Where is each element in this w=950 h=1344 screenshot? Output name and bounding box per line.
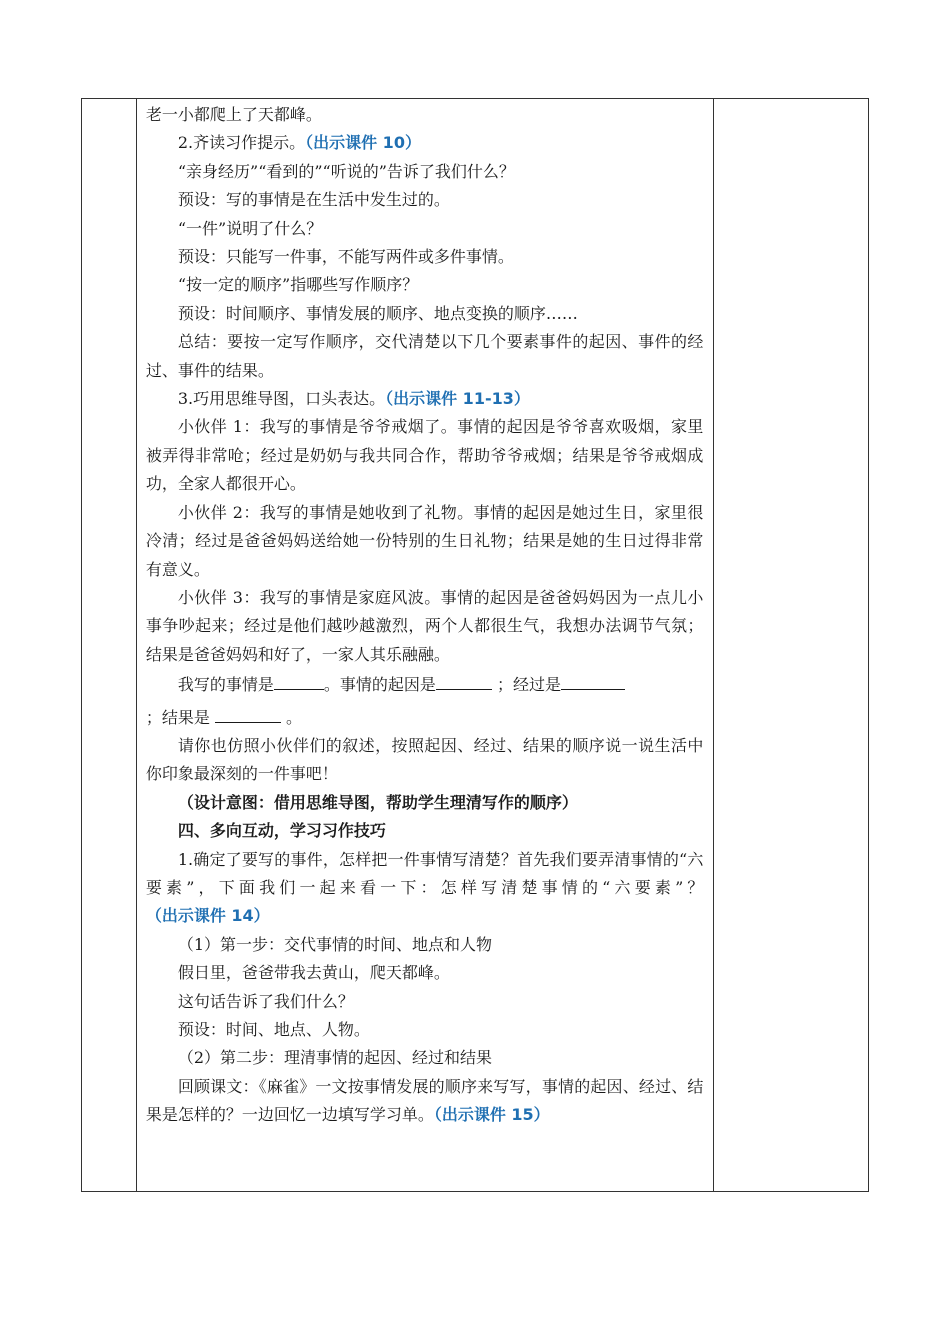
paragraph-text: 老一小都爬上了天都峰。 (145, 105, 322, 124)
main-content-cell (136, 99, 714, 1192)
fill-in-sentence (146, 671, 704, 699)
paragraph-text: 3.巧用思维导图，口头表达。 (177, 389, 386, 409)
paragraph-text: “按一定的顺序”指哪些写作顺序？ (177, 275, 419, 295)
paragraph (146, 584, 704, 669)
paragraph-text: 这句话告诉了我们什么？ (177, 991, 354, 1011)
paragraph (146, 1044, 704, 1072)
fill-label-c: ；经过是 (496, 675, 561, 695)
paragraph-text: 请你也仿照小伙伴们的叙述，按照起因、经过、结果的顺序说一说生活中你印象最深刻的一件事吧！ (145, 735, 704, 784)
courseware-ref: （出示课件 15） (433, 1105, 550, 1125)
paragraph (146, 158, 704, 186)
blank-3[interactable] (561, 673, 625, 690)
paragraph (146, 328, 704, 385)
right-column-cell (714, 99, 869, 1192)
paragraph-text: “亲身经历”“看到的”“听说的”告诉了我们什么？ (177, 161, 515, 181)
paragraph-text: 1.确定了要写的事件，怎样把一件事情写清楚？首先我们要弄清事情的“六要素”，下面我们一起来看一下：怎样写清楚事情的“六要素”？ (145, 849, 704, 897)
paragraph-text: 小伙伴 2：我写的事情是她收到了礼物。事情的起因是她过生日，家里很冷清；经过是爸爸妈妈送给她一份特别的生日礼物；结果是她的生日过得非常有意义。 (145, 502, 704, 579)
paragraph (146, 732, 704, 789)
paragraph-text: 假日里，爸爸带我去黄山，爬天都峰。 (177, 963, 450, 983)
paragraph-group-1 (146, 101, 704, 669)
courseware-ref: （出示课件 14） (145, 906, 270, 926)
paragraph (146, 846, 704, 931)
paragraph (146, 271, 704, 299)
paragraph-text: 总结：要按一定写作顺序，交代清楚以下几个要素事件的起因、事件的经过、事件的结果。 (145, 332, 704, 380)
fill-label-b: 。事情的起因是 (323, 675, 436, 695)
lesson-content (137, 99, 714, 1130)
paragraph (146, 1016, 704, 1044)
blank-4[interactable] (215, 706, 281, 723)
paragraph (146, 959, 704, 987)
courseware-ref: （出示课件 10） (305, 133, 421, 153)
paragraph (146, 413, 704, 498)
lesson-plan-table (81, 98, 869, 1192)
fill-label-d: ；结果是 (145, 707, 210, 727)
paragraph-text: 预设：只能写一件事，不能写两件或多件事情。 (177, 247, 514, 267)
paragraph (146, 789, 704, 817)
paragraph (146, 931, 704, 959)
paragraph (146, 499, 704, 584)
paragraph-text: 2.齐读习作提示。 (177, 133, 306, 153)
paragraph-text: （1）第一步：交代事情的时间、地点和人物 (177, 934, 493, 954)
design-intent-label: （设计意图： (177, 792, 274, 812)
fill-in-sentence-cont (146, 704, 704, 732)
fill-label-e: 。 (286, 707, 303, 727)
paragraph-text: 回顾课文：《麻雀》一文按事情发展的顺序来写写，事情的起因、经过、结果是怎样的？一边回忆一边填写学习单。 (145, 1076, 704, 1125)
paragraph-text: “一件”说明了什么？ (177, 218, 323, 238)
paragraph (146, 243, 704, 271)
paragraph-text: （2）第二步：理清事情的起因、经过和结果 (177, 1048, 493, 1068)
paragraph-text: 四、多向互动，学习习作技巧 (177, 821, 386, 841)
paragraph-text: 小伙伴 3：我写的事情是家庭风波。事情的起因是爸爸妈妈因为一点儿小事争吵起来；经过是他们越吵越激烈，两个人都很生气，我想办法调节气氛；结果是爸爸妈妈和好了，一家人其乐融融。 (145, 587, 704, 664)
paragraph (146, 988, 704, 1016)
paragraph-group-2 (146, 732, 704, 1130)
paragraph (146, 129, 704, 157)
courseware-ref: （出示课件 11-13） (385, 389, 530, 409)
paragraph (146, 385, 704, 413)
paragraph (146, 1073, 704, 1130)
paragraph-text: 预设：写的事情是在生活中发生过的。 (177, 190, 450, 210)
blank-1[interactable] (274, 673, 324, 690)
paragraph (146, 186, 704, 214)
section-heading (146, 817, 704, 845)
paragraph (146, 300, 704, 328)
paragraph-text: 预设：时间顺序、事情发展的顺序、地点变换的顺序…… (177, 303, 578, 323)
paragraph (146, 101, 704, 129)
blank-2[interactable] (436, 673, 492, 690)
paragraph-text: 借用思维导图，帮助学生理清写作的顺序） (273, 792, 578, 812)
paragraph-text: 预设：时间、地点、人物。 (177, 1020, 370, 1039)
fill-label-a: 我写的事情是 (177, 675, 274, 695)
paragraph (146, 215, 704, 243)
paragraph-text: 小伙伴 1：我写的事情是爷爷戒烟了。事情的起因是爷爷喜欢吸烟，家里被弄得非常呛；经过是奶奶与我共同合作，帮助爷爷戒烟；结果是爷爷戒烟成功，全家人都很开心。 (145, 417, 704, 494)
left-column-cell (82, 99, 137, 1192)
